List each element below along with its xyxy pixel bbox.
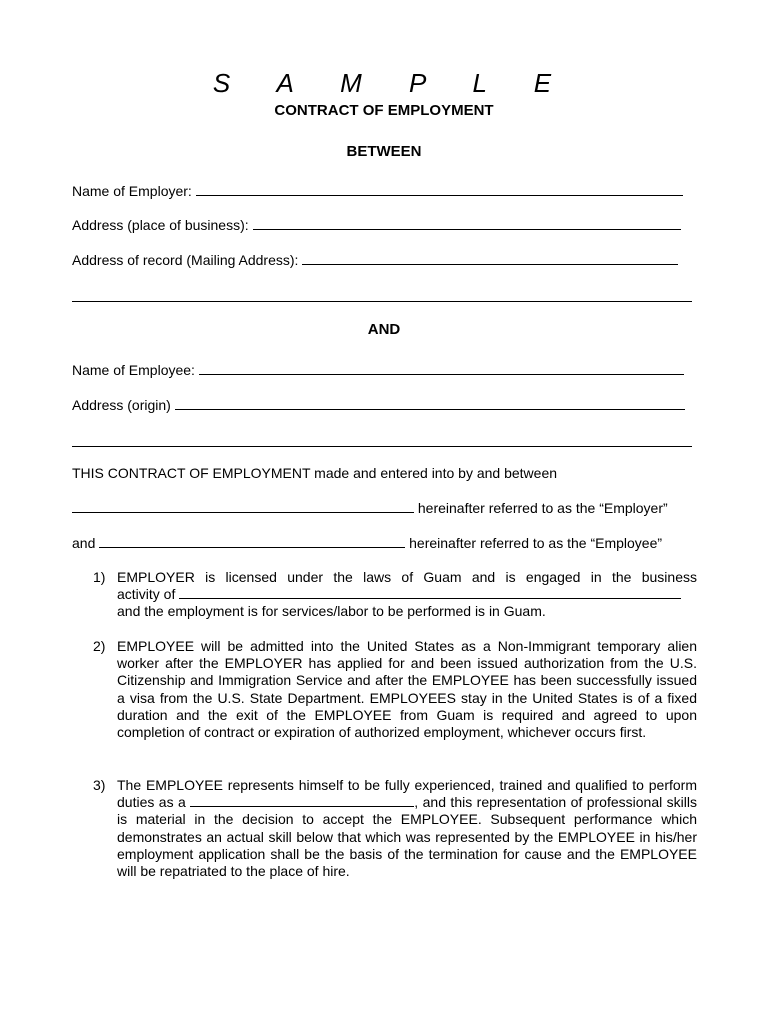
employee-extra-blank[interactable] bbox=[72, 446, 692, 447]
employer-address-label: Address (place of business): bbox=[72, 217, 249, 233]
clause-1 bbox=[93, 569, 697, 621]
employee-address-blank[interactable] bbox=[175, 396, 685, 410]
clause-3-duties-blank[interactable] bbox=[190, 794, 414, 807]
clause-3-text bbox=[117, 777, 697, 880]
employer-name-blank[interactable] bbox=[196, 182, 683, 196]
employer-mailing-blank[interactable] bbox=[302, 251, 678, 265]
and-heading: AND bbox=[367, 321, 401, 338]
employer-address-line bbox=[72, 216, 696, 234]
clause-2-text: EMPLOYEE will be admitted into the United States as a Non-Immigrant temporary alien worker after the EMPLOYER has applied for and been issued authorization from the U.S. Citizenship and Immigration Service and after the EMPLOYEE has been successfully issued a visa from the U.S. State Department. EMPLOYEES stay in the United States is of a fixed duration and the exit of the EMPLOYEE from Guam is required and agreed to upon completion of contract or expiration of authorized employment, whichever occurs first. bbox=[117, 638, 697, 741]
employer-ref-line bbox=[72, 499, 696, 517]
employer-address-blank[interactable] bbox=[253, 216, 681, 230]
clause-2-number: 2) bbox=[93, 638, 106, 654]
employee-ref-blank[interactable] bbox=[99, 534, 405, 548]
contract-intro-statement: THIS CONTRACT OF EMPLOYMENT made and entered into by and between bbox=[72, 465, 558, 481]
clause-1-line-3: and the employment is for services/labor to be performed is in Guam. bbox=[117, 603, 546, 619]
employer-ref-text: hereinafter referred to as the “Employer” bbox=[417, 500, 668, 516]
employee-ref-text: hereinafter referred to as the “Employee” bbox=[409, 535, 663, 551]
clause-1-activity-label: activity of bbox=[117, 586, 176, 602]
employer-name-line bbox=[72, 182, 696, 200]
clause-2 bbox=[93, 638, 697, 760]
employee-ref-line bbox=[72, 534, 696, 552]
contract-title: CONTRACT OF EMPLOYMENT bbox=[274, 102, 494, 119]
clause-3 bbox=[93, 777, 697, 883]
employee-address-line bbox=[72, 396, 696, 414]
employer-extra-blank[interactable] bbox=[72, 301, 692, 302]
clause-1-line-1: EMPLOYER is licensed under the laws of Guam and is engaged in the business bbox=[117, 569, 697, 585]
employee-name-line bbox=[72, 361, 696, 379]
employer-ref-blank[interactable] bbox=[72, 499, 414, 513]
employee-ref-and: and bbox=[72, 535, 96, 551]
employee-name-label: Name of Employee: bbox=[72, 362, 195, 378]
clause-1-activity-blank[interactable] bbox=[179, 586, 681, 599]
between-heading: BETWEEN bbox=[346, 143, 422, 160]
employee-address-label: Address (origin) bbox=[72, 397, 171, 413]
clause-1-number: 1) bbox=[93, 569, 106, 585]
clause-1-line-2 bbox=[117, 586, 697, 603]
employee-name-blank[interactable] bbox=[199, 361, 684, 375]
employer-mailing-line bbox=[72, 251, 696, 269]
clause-3-text-after: , and this representation of professional skills is material in the decision to accept the EMPLOYEE. Subsequent performance which demonstrates an actual skill below that which was represented by the EMPLOYEE in his/her employment application shall be the basis of the termination for cause and the EMPLOYEE will be repatriated to the place of hire. bbox=[117, 794, 697, 880]
employer-name-label: Name of Employer: bbox=[72, 183, 192, 199]
employer-mailing-label: Address of record (Mailing Address): bbox=[72, 252, 299, 268]
clause-3-text-before: The EMPLOYEE represents himself to be fully experienced, trained and qualified to perform duties as a bbox=[117, 777, 697, 811]
sample-heading: S A M P L E bbox=[212, 68, 572, 98]
clause-3-number: 3) bbox=[93, 777, 106, 793]
